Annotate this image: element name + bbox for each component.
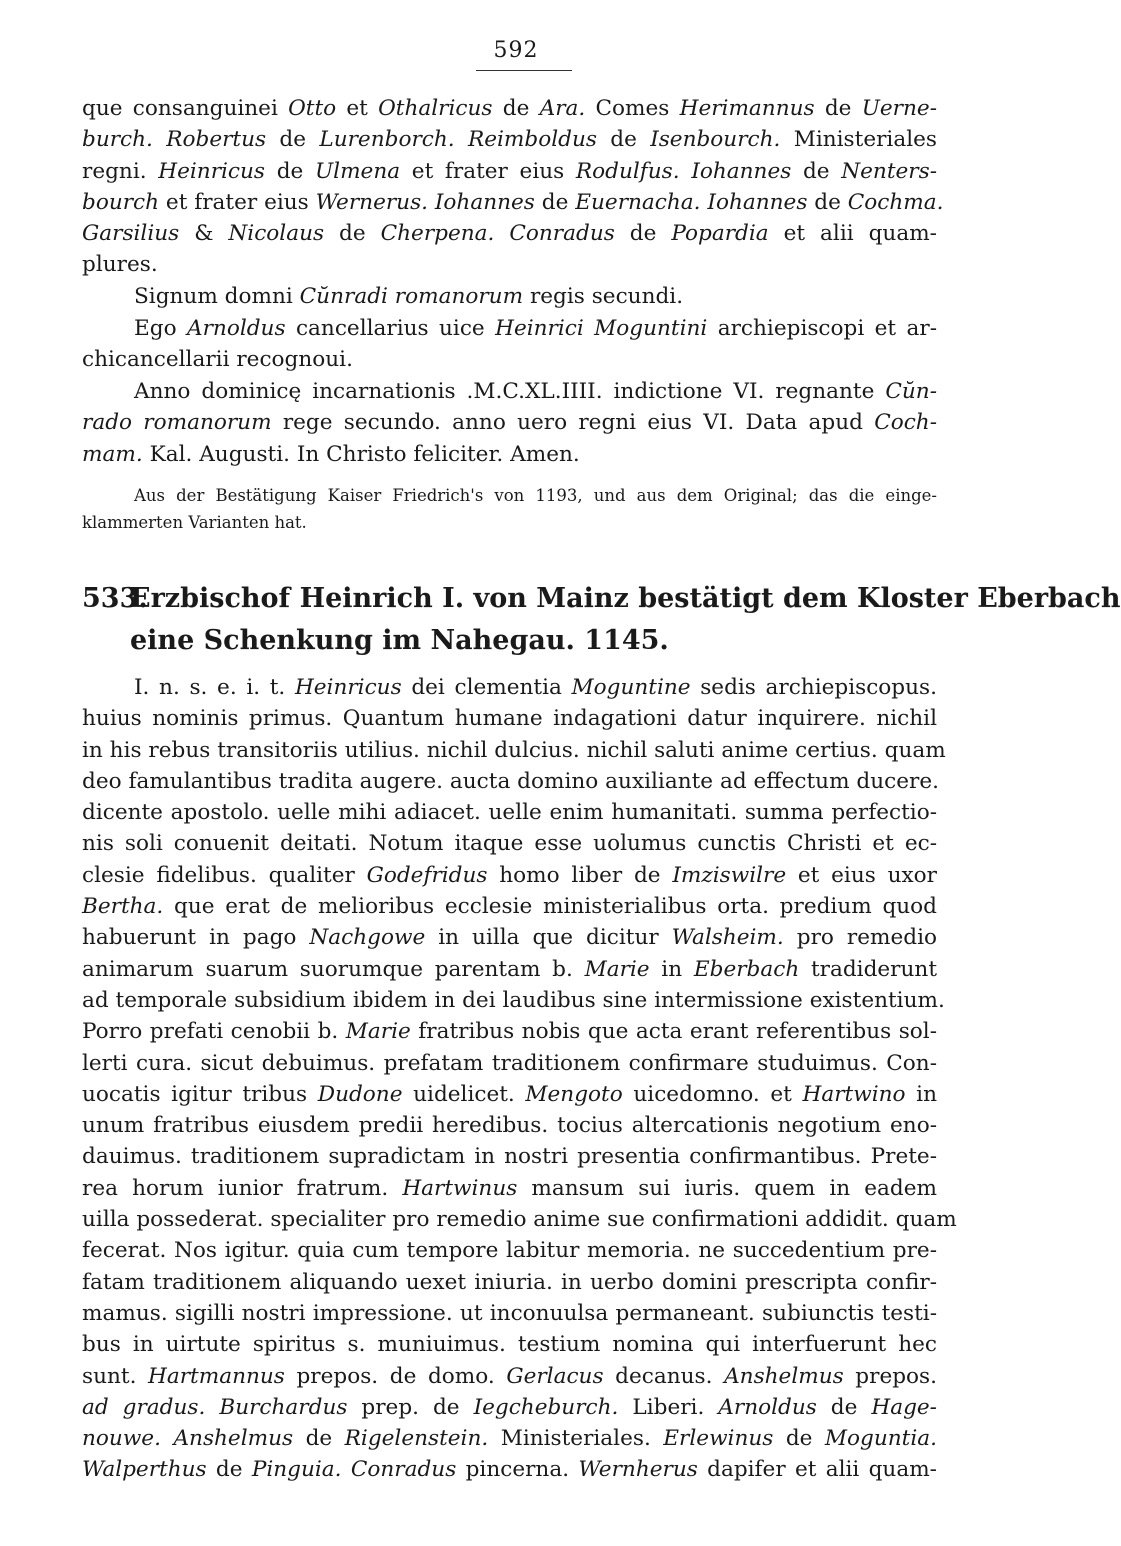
text-segment: dei clementia (401, 675, 572, 700)
italic-name: mam. (82, 441, 143, 467)
italic-name: Marie (584, 956, 650, 982)
text-segment: ad temporale subsidium ibidem in dei laudibus sine intermissione existentium. (82, 987, 945, 1013)
text-segment (342, 1457, 351, 1482)
text-segment: bus in uirtute spiritus s. muniuimus. testium nomina qui interfuerunt hec (82, 1332, 937, 1358)
text-segment: I. n. s. e. i. t. (134, 675, 295, 700)
italic-name: Eberbach (693, 956, 800, 982)
text-segment: Comes (585, 96, 680, 121)
text-segment: de (807, 189, 848, 215)
document-header-line-1 (82, 578, 1121, 620)
document-title-line-2: eine Schenkung im Naheɡau. 1145. (130, 625, 669, 656)
text-segment: pro remedio (783, 925, 937, 951)
text-segment: Ministeriales (780, 127, 937, 153)
text-line (82, 376, 937, 407)
text-line (82, 860, 937, 891)
text-segment: archiepiscopi et ar- (707, 316, 938, 341)
text-segment: de (816, 1394, 872, 1420)
italic-name: Heinricus (158, 158, 266, 184)
italic-name: Mengoto (525, 1081, 623, 1107)
text-segment: cancellarius uice (285, 316, 496, 341)
italic-name: Bertha. (82, 894, 164, 920)
text-segment (153, 127, 166, 152)
text-segment: sunt. (82, 1363, 149, 1389)
italic-name: ad gradus. (82, 1394, 206, 1420)
text-line (82, 985, 945, 1016)
text-segment: et (336, 96, 379, 121)
text-segment: de (206, 1457, 252, 1483)
italic-name: Cŭn- (885, 379, 937, 404)
text-segment: de (265, 158, 315, 184)
italic-name: Wernherus (578, 1457, 698, 1483)
text-line (82, 218, 937, 249)
text-segment: uidelicet. (402, 1081, 526, 1107)
italic-name: Godefridus (366, 862, 488, 888)
text-segment: klammerten Varianten hat. (82, 513, 307, 532)
italic-name: Herimannus (679, 96, 815, 121)
italic-name: Iohannes (707, 189, 808, 215)
text-line (82, 1392, 937, 1423)
dating-paragraph (82, 376, 937, 470)
italic-name: rado romanorum (82, 410, 272, 436)
text-segment: plures. (82, 252, 158, 278)
text-segment: in (905, 1081, 937, 1107)
text-segment: de (293, 1426, 345, 1452)
text-segment: et frater eius (400, 158, 576, 184)
italic-name: Otto (288, 96, 337, 121)
text-line (82, 439, 937, 470)
text-line (82, 672, 937, 703)
text-segment: rege secundo. anno uero regni eius VI. Data apud (271, 410, 875, 436)
text-segment: regni. (82, 158, 159, 184)
italic-name: Ara. (539, 96, 586, 121)
italic-name: nouwe. (82, 1426, 161, 1452)
text-line (82, 1016, 937, 1047)
text-line (82, 1298, 937, 1329)
text-line (82, 1110, 937, 1141)
text-segment: Porro prefati cenobii b. (82, 1019, 346, 1045)
text-line (82, 1141, 937, 1172)
text-segment: dapifer et alii quam- (697, 1457, 937, 1483)
text-segment: prepos. (843, 1363, 937, 1389)
document-title-line-1: Erzbischof Heinrich I. von Mainz bestätigt dem Kloster Eberbach (130, 583, 1121, 614)
text-segment: uocatis igitur tribus (82, 1081, 318, 1107)
text-segment: in his rebus transitoriis utilius. nichil dulcius. nichil saluti anime certius. quam (82, 737, 946, 763)
text-segment: uilla possederat. specialiter pro remedio anime sue confirmationi addidit. quam (82, 1207, 957, 1233)
signum-paragraph (82, 281, 937, 312)
text-line (82, 1173, 937, 1204)
italic-name: Burchardus (219, 1394, 348, 1420)
italic-name: Hartwinus (402, 1175, 518, 1201)
text-segment: de (534, 189, 576, 215)
italic-name: Conradus (509, 221, 615, 247)
text-segment: regis secundi. (523, 284, 684, 309)
text-segment (428, 190, 435, 215)
italic-name: Pinguia. (251, 1457, 342, 1483)
text-segment: fratribus nobis que acta erant referentibus sol- (410, 1019, 938, 1045)
text-segment: fatam traditionem aliquando uexet iniuria. in uerbo domini prescripta confir- (82, 1269, 937, 1295)
text-segment: chicancellarii recognoui. (82, 347, 353, 373)
text-line (82, 509, 937, 536)
italic-name: Lurenborch. (319, 127, 455, 153)
document-header (82, 578, 1121, 662)
text-segment: de (492, 96, 540, 121)
italic-name: Cochma. (847, 189, 944, 215)
text-segment: uicedomno. et (622, 1081, 803, 1107)
text-segment: Anno dominicę incarnationis .M.C.XL.IIII. indictione VI. regnante (134, 379, 886, 404)
text-segment: decanus. (603, 1363, 725, 1389)
text-segment: sedis archiepiscopus. (690, 675, 937, 700)
italic-name: Moguntia. (824, 1426, 937, 1452)
italic-name: Nicolaus (228, 221, 325, 247)
text-line (82, 1423, 937, 1454)
italic-name: Anshelmus (724, 1363, 844, 1389)
italic-name: Coch- (874, 410, 938, 436)
text-segment: Liberi. (618, 1394, 719, 1420)
text-segment: prep. de (347, 1394, 474, 1420)
text-segment: dicente apostolo. uelle mihi adiacet. uelle enim humanitati. summa perfectio- (82, 800, 937, 826)
text-segment: mansum sui iuris. quem in eadem (517, 1175, 937, 1201)
text-line (82, 1079, 937, 1110)
text-segment (494, 221, 509, 246)
text-line (82, 1454, 937, 1485)
italic-name: Marie (345, 1019, 411, 1045)
text-segment: & (179, 221, 229, 247)
text-line (82, 735, 946, 766)
italic-name: Rigelenstein. (344, 1426, 489, 1452)
text-segment: habuerunt in pago (82, 925, 310, 951)
text-segment: Ego (134, 316, 187, 341)
text-line (82, 891, 937, 922)
text-line (82, 1329, 937, 1360)
document-body (82, 672, 957, 1486)
text-segment: animarum suarum suorumque parentam b. (82, 956, 585, 982)
text-segment: que erat de melioribus ecclesie ministerialibus orta. predium quod (163, 894, 937, 920)
text-line (82, 313, 937, 344)
text-segment (455, 127, 468, 152)
text-segment: de (324, 221, 381, 247)
italic-name: Walperthus (82, 1457, 207, 1483)
italic-name: Arnoldus (718, 1394, 817, 1420)
text-segment: in (649, 956, 694, 982)
italic-name: Cŭnradi romanorum (299, 284, 524, 309)
italic-name: Arnoldus (187, 316, 286, 341)
text-segment: Signum domni (134, 284, 300, 309)
text-line (82, 93, 937, 124)
text-line (82, 281, 937, 312)
text-segment: mamus. sigilli nostri impressione. ut inconuulsa permaneant. subiunctis testi- (82, 1300, 937, 1326)
italic-name: Reimboldus (467, 127, 597, 153)
italic-name: Uerne- (861, 96, 937, 121)
italic-name: Iegcheburch. (473, 1394, 619, 1420)
text-segment: nis soli conuenit deitati. Notum itaque esse uolumus cunctis Christi et ec- (82, 831, 937, 857)
page-number-rule (476, 70, 572, 71)
italic-name: Gerlacus (506, 1363, 604, 1389)
italic-name: Garsilius (82, 221, 180, 247)
italic-name: Wernerus. (315, 189, 429, 215)
text-line (82, 1048, 937, 1079)
italic-name: Cherpena. (380, 221, 495, 247)
source-note (82, 482, 937, 536)
italic-name: Hartmannus (148, 1363, 285, 1389)
text-segment (161, 1426, 173, 1451)
italic-name: Moguntine (571, 675, 691, 700)
text-line (82, 828, 937, 859)
text-segment: Kal. Augusti. In Christo feliciter. Amen. (142, 441, 580, 467)
italic-name: burch. (82, 127, 153, 153)
italic-name: Nachgowe (309, 925, 426, 951)
text-segment: huius nominis primus. Quantum humane indagationi datur inquirere. nichil (82, 706, 937, 732)
text-line (82, 407, 937, 438)
text-segment (205, 1395, 219, 1420)
italic-name: Hage- (871, 1394, 937, 1420)
italic-name: Hartwino (802, 1081, 906, 1107)
text-segment: fecerat. Nos igitur. quia cum tempore labitur memoria. ne succedentium pre- (82, 1238, 937, 1264)
italic-name: Ulmena (314, 158, 401, 184)
text-line (82, 703, 937, 734)
text-segment: homo liber de (487, 862, 673, 888)
italic-name: Rodulfus. (575, 158, 680, 184)
text-segment (680, 159, 692, 184)
previous-document-end (82, 93, 944, 281)
text-segment: prepos. de domo. (284, 1363, 507, 1389)
text-line (82, 922, 937, 953)
text-segment: dauimus. traditionem supradictam in nostri presentia confirmantibus. Prete- (82, 1144, 937, 1170)
text-line (82, 156, 937, 187)
italic-name: Walsheim. (671, 925, 784, 951)
italic-name: Robertus (166, 127, 267, 153)
text-segment: pincerna. (456, 1457, 579, 1483)
italic-name: Dudone (317, 1081, 403, 1107)
italic-name: Isenbourch. (650, 127, 781, 153)
text-line (82, 1267, 937, 1298)
text-segment: et frater eius (159, 189, 316, 215)
italic-name: Euernacha. (575, 189, 701, 215)
italic-name: Iohannes (434, 189, 535, 215)
text-segment: in uilla que dicitur (425, 925, 672, 951)
text-segment: de (266, 127, 320, 153)
text-segment: de (791, 158, 842, 184)
italic-name: Iohannes (691, 158, 792, 184)
text-line (82, 344, 937, 375)
text-segment: de (614, 221, 672, 247)
italic-name: Popardia (671, 221, 769, 247)
text-line (82, 954, 937, 985)
document-number: 533. (82, 583, 148, 614)
page-number: 592 (493, 38, 539, 63)
text-segment: et alii quam- (768, 221, 937, 247)
text-segment: de (596, 127, 651, 153)
italic-name: bourch (82, 189, 160, 215)
text-segment: rea horum iunior fratrum. (82, 1175, 403, 1201)
text-segment: de (773, 1426, 825, 1452)
text-line (82, 187, 944, 218)
text-line (82, 1235, 937, 1266)
text-segment: clesie fidelibus. qualiter (82, 862, 367, 888)
italic-name: Heinricus (294, 675, 402, 700)
italic-name: Heinrici Moguntini (495, 316, 708, 341)
text-segment: unum fratribus eiusdem predii heredibus. tocius altercationis negotium eno- (82, 1113, 937, 1139)
text-line (82, 766, 937, 797)
text-segment: Aus der Bestätigung Kaiser Friedrich's von 1193, und aus dem Original; das die einge- (134, 486, 937, 505)
text-segment: que consanguinei (82, 96, 289, 121)
italic-name: Imziswilre (672, 862, 787, 888)
recognition-paragraph (82, 313, 937, 376)
text-segment: de (814, 96, 862, 121)
text-segment: Ministeriales. (488, 1426, 664, 1452)
italic-name: Nenters- (841, 158, 937, 184)
text-segment: et eius uxor (786, 862, 938, 888)
text-line (82, 797, 937, 828)
italic-name: Othalricus (378, 96, 493, 121)
italic-name: Anshelmus (173, 1426, 294, 1452)
text-line (82, 482, 937, 509)
text-segment: lerti cura. sicut debuimus. prefatam traditionem confirmare studuimus. Con- (82, 1050, 937, 1076)
text-line (82, 124, 937, 155)
text-segment: tradiderunt (799, 956, 937, 982)
italic-name: Conradus (350, 1457, 457, 1483)
italic-name: Erlewinus (663, 1426, 774, 1452)
text-line (82, 249, 937, 280)
text-segment: deo famulantibus tradita augere. aucta domino auxiliante ad effectum ducere. (82, 768, 939, 794)
text-line (82, 1204, 957, 1235)
text-line (82, 1361, 937, 1392)
